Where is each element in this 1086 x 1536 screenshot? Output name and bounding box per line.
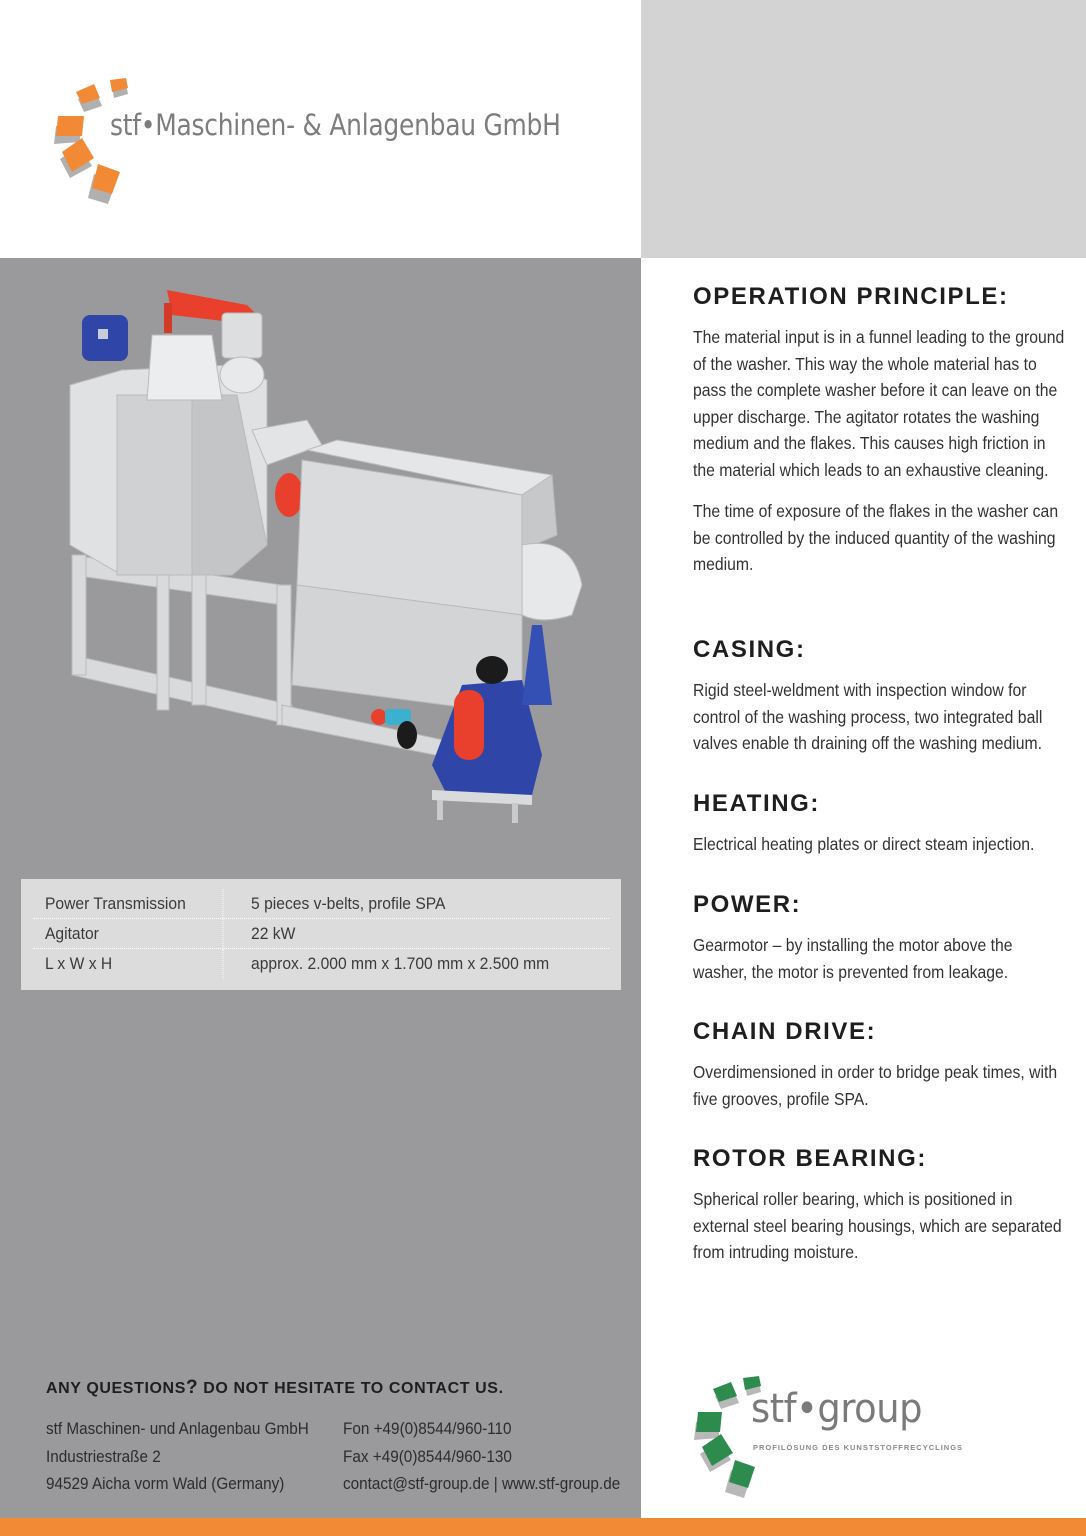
- contact-phone[interactable]: Fon +49(0)8544/960-110: [343, 1419, 512, 1438]
- address-street: Industriestraße 2: [46, 1446, 161, 1466]
- spec-value: 5 pieces v-belts, profile SPA: [251, 893, 446, 913]
- address-city: 94529 Aicha vorm Wald (Germany): [46, 1474, 285, 1493]
- group-logo-name: stf•group: [751, 1386, 923, 1432]
- spec-value: approx. 2.000 mm x 1.700 mm x 2.500 mm: [251, 954, 550, 973]
- contact-details: [343, 1415, 620, 1498]
- spec-label: Power Transmission: [33, 889, 223, 918]
- section-title: CHAIN DRIVE:: [693, 1018, 877, 1045]
- group-logo-tagline: PROFILÖSUNG DES KUNSTSTOFFRECYCLINGS: [753, 1443, 964, 1452]
- section-title: POWER:: [693, 891, 802, 918]
- spec-value: 22 kW: [251, 923, 296, 943]
- contact-fax: Fax +49(0)8544/960-130: [343, 1446, 512, 1466]
- spec-table: [21, 879, 621, 990]
- contact-heading-part1: ANY QUESTIONS: [46, 1380, 186, 1397]
- section-power: [693, 890, 1068, 985]
- section-text: Gearmotor – by installing the motor above the washer, the motor is prevented from leakage.: [693, 935, 1013, 982]
- section-text: Rigid steel-weldment with inspection window for control of the washing process, two integrated ball valves enable th draining off the washing medium.: [693, 680, 1043, 753]
- bottom-orange-bar: [0, 1518, 1086, 1536]
- contact-heading-question: ?: [185, 1377, 199, 1398]
- spec-row: [33, 919, 609, 949]
- contact-web-line: [343, 1470, 620, 1498]
- washer-machine-illustration: [52, 285, 612, 835]
- section-operation-principle: [693, 282, 1068, 578]
- section-text: The time of exposure of the flakes in the washer can be controlled by the induced quantity of the washing medium.: [693, 501, 1059, 574]
- section-heating: [693, 789, 1068, 858]
- section-casing: [693, 635, 1068, 757]
- spec-label: L x W x H: [33, 949, 223, 979]
- spec-row: [33, 949, 609, 979]
- contact-heading: [46, 1377, 504, 1399]
- section-title: ROTOR BEARING:: [693, 1145, 927, 1172]
- section-text: The material input is in a funnel leading to the ground of the washer. This way the whole material has to pass the complete washer before it can leave on the upper discharge. The agitator rotates the washing medium and the flakes. This causes high friction in the material which leads to an exhaustive cleaning.: [693, 327, 1065, 480]
- section-title: HEATING:: [693, 790, 821, 817]
- section-chain-drive: [693, 1017, 1068, 1112]
- contact-website-link[interactable]: www.stf-group.de: [502, 1474, 621, 1493]
- spec-label: Agitator: [33, 919, 223, 948]
- address-company: stf Maschinen- und Anlagenbau GmbH: [46, 1419, 309, 1438]
- contact-heading-part2: DO NOT HESITATE TO CONTACT US.: [198, 1380, 504, 1397]
- header-gray-block: [641, 0, 1086, 258]
- section-text: Overdimensioned in order to bridge peak times, with five grooves, profile SPA.: [693, 1062, 1058, 1109]
- section-title: OPERATION PRINCIPLE:: [693, 283, 1009, 310]
- spec-row: [33, 889, 609, 919]
- contact-address: [46, 1415, 309, 1498]
- stf-group-logo: [693, 1374, 973, 1504]
- section-rotor-bearing: [693, 1144, 1068, 1266]
- company-name: stf•Maschinen- & Anlagenbau GmbH: [110, 108, 561, 142]
- section-text: Spherical roller bearing, which is positioned in external steel bearing housings, which are separated from intruding moisture.: [693, 1189, 1062, 1262]
- company-logo: [52, 74, 561, 214]
- contact-separator: |: [489, 1474, 503, 1493]
- section-title: CASING:: [693, 636, 806, 663]
- section-text: Electrical heating plates or direct steam injection.: [693, 834, 1035, 854]
- contact-email-link[interactable]: contact@stf-group.de: [343, 1474, 490, 1493]
